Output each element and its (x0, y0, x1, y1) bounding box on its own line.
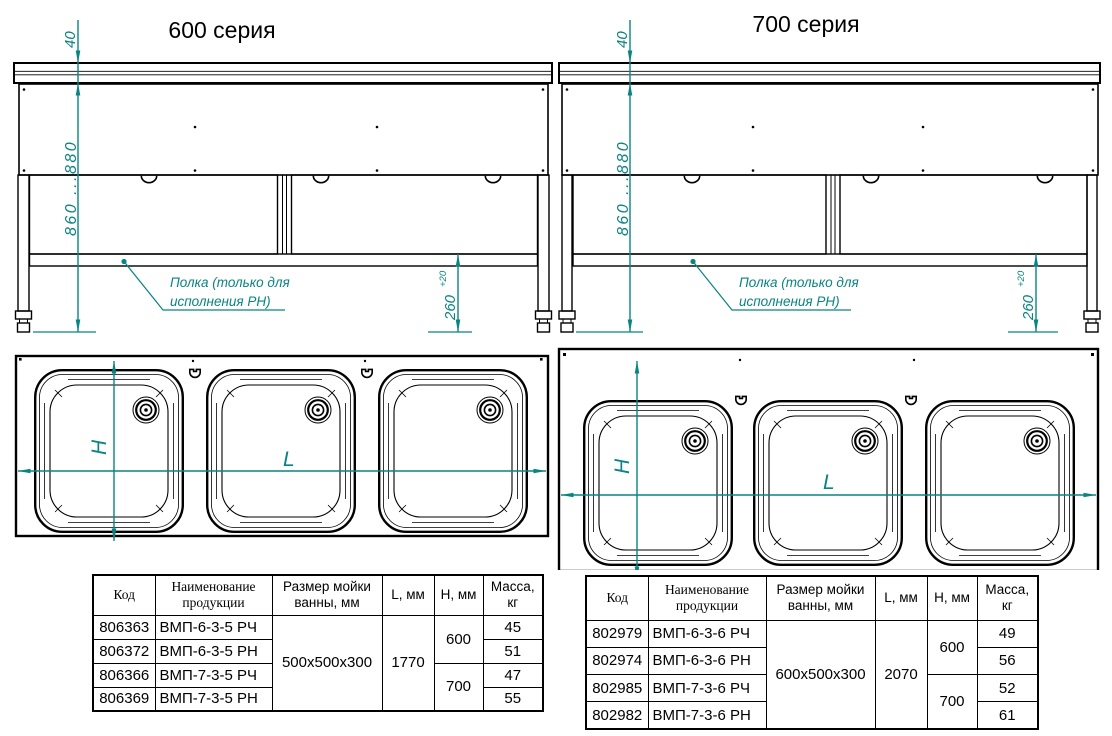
dimension-40-right (576, 20, 643, 332)
col-header-height: H, мм (927, 576, 977, 620)
tap-hole-icon (362, 369, 372, 377)
col-header-name: Наименование продукции (648, 576, 766, 620)
cell-height: 600 (927, 620, 977, 675)
cell-name: ВМП-6-3-5 РН (155, 639, 272, 663)
right-foot (1084, 311, 1100, 332)
plan-view-600 (16, 356, 548, 541)
cell-name: ВМП-7-3-5 РЧ (155, 663, 272, 687)
table-row (586, 620, 1038, 647)
cell-mass: 52 (977, 675, 1038, 702)
col-header-length: L, мм (382, 575, 434, 615)
col-header-code: Код (93, 575, 155, 615)
spec-table-600 (92, 574, 544, 712)
dim-shelf-height: 260 (442, 294, 459, 320)
sink-bowl (584, 401, 732, 565)
table-row (93, 615, 543, 639)
col-header-code: Код (586, 576, 648, 620)
cell-code: 806366 (93, 663, 155, 687)
length-label: L (823, 471, 835, 494)
cell-height: 700 (434, 663, 483, 711)
cell-code: 806369 (93, 687, 155, 711)
cell-length: 2070 (875, 620, 927, 729)
shelf-note-line2: исполнения РН) (170, 294, 271, 309)
dimension-40-left (33, 20, 96, 332)
tap-hole-icon (906, 396, 916, 404)
cell-name: ВМП-7-3-5 РН (155, 687, 272, 711)
dim-shelf-height: 260 (1020, 294, 1037, 320)
dim-shelf-tolerance: +20 (438, 270, 449, 287)
cell-mass: 61 (977, 702, 1038, 729)
col-header-length: L, мм (875, 576, 927, 620)
depth-label: H (611, 458, 634, 474)
col-header-size: Размер мойки ванны, мм (766, 576, 875, 620)
cell-length: 1770 (382, 615, 434, 711)
cell-mass: 51 (483, 639, 543, 663)
sink-bowl (379, 370, 527, 532)
cell-code: 802982 (586, 702, 648, 729)
left-foot (16, 311, 32, 332)
right-foot (536, 311, 552, 332)
cell-height: 700 (927, 675, 977, 730)
col-header-mass: Масса, кг (977, 576, 1038, 620)
sink-bowl (926, 401, 1074, 565)
col-header-mass: Масса, кг (483, 575, 543, 615)
tap-hole-icon (736, 396, 746, 404)
cell-code: 802985 (586, 675, 648, 702)
cell-code: 802979 (586, 620, 648, 647)
dim-height-range: 860 ...880 (615, 139, 632, 236)
shelf-note-line2: исполнения РН) (739, 294, 840, 309)
spec-table-700 (585, 575, 1039, 730)
series-700-title: 700 серия (752, 11, 860, 37)
dimension-L-right (561, 471, 1096, 497)
dimension-H-right (611, 361, 639, 570)
elevation-600 (14, 17, 552, 332)
cell-height: 600 (434, 615, 483, 663)
cell-mass: 49 (977, 620, 1038, 647)
dimension-H-left (88, 361, 116, 541)
dim-shelf-tolerance: +20 (1016, 270, 1027, 287)
cell-size: 500x500x300 (272, 615, 382, 711)
cell-name: ВМП-7-3-6 РЧ (648, 675, 766, 702)
cell-name: ВМП-6-3-6 РН (648, 647, 766, 674)
left-foot (559, 311, 575, 332)
cell-mass: 47 (483, 663, 543, 687)
cell-mass: 45 (483, 615, 543, 639)
tap-hole-icon (190, 369, 200, 377)
col-header-height: H, мм (434, 575, 483, 615)
sink-bowl (207, 370, 355, 532)
series-600-title: 600 серия (168, 17, 276, 43)
shelf-note-line1: Полка (только для (170, 275, 290, 290)
dim-top-thickness: 40 (614, 31, 631, 48)
cell-mass: 56 (977, 647, 1038, 674)
shelf-note-line1: Полка (только для (739, 275, 859, 290)
elevation-700 (559, 11, 1100, 332)
dim-top-thickness: 40 (62, 31, 79, 48)
cell-name: ВМП-6-3-6 РЧ (648, 620, 766, 647)
cell-name: ВМП-6-3-5 РЧ (155, 615, 272, 639)
cell-mass: 55 (483, 687, 543, 711)
col-header-size: Размер мойки ванны, мм (272, 575, 382, 615)
cell-size: 600x500x300 (766, 620, 875, 729)
cell-code: 802974 (586, 647, 648, 674)
col-header-name: Наименование продукции (155, 575, 272, 615)
cell-name: ВМП-7-3-6 РН (648, 702, 766, 729)
cell-code: 806363 (93, 615, 155, 639)
cell-code: 806372 (93, 639, 155, 663)
depth-label: H (88, 439, 111, 455)
length-label: L (283, 448, 295, 471)
plan-view-700 (559, 349, 1098, 570)
dim-height-range: 860 ...880 (63, 139, 80, 236)
